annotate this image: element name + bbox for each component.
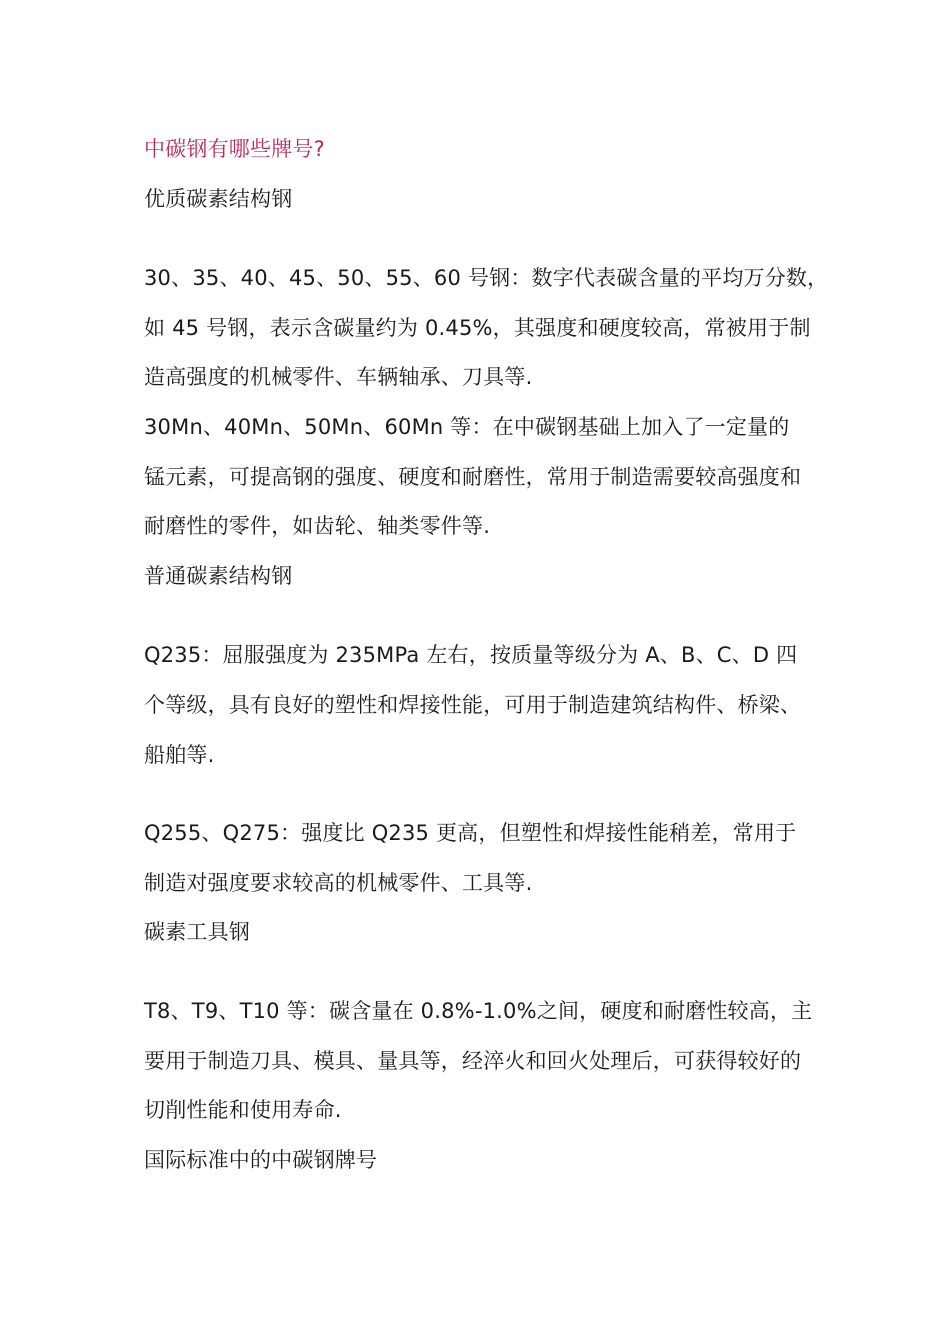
paragraph-line: Q255、Q275：强度比 Q235 更高，但塑性和焊接性能稍差，常用于	[144, 821, 797, 845]
paragraph-line: 要用于制造刀具、模具、量具等，经淬火和回火处理后，可获得较好的	[144, 1049, 802, 1073]
paragraph-line: 30、35、40、45、50、55、60 号钢：数字代表碳含量的平均万分数，	[144, 266, 829, 290]
paragraph-line: 制造对强度要求较高的机械零件、工具等.	[144, 871, 533, 895]
paragraph-line: 切削性能和使用寿命.	[144, 1098, 342, 1122]
paragraph-line: 船舶等.	[144, 743, 215, 767]
paragraph-line: 如 45 号钢，表示含碳量约为 0.45%，其强度和硬度较高，常被用于制	[144, 316, 811, 340]
section-heading-ordinary-carbon-steel: 普通碳素结构钢	[144, 564, 293, 588]
paragraph-line: T8、T9、T10 等：碳含量在 0.8%-1.0%之间，硬度和耐磨性较高，主	[144, 999, 813, 1023]
document-title: 中碳钢有哪些牌号?	[144, 137, 325, 161]
paragraph-line: 造高强度的机械零件、车辆轴承、刀具等.	[144, 365, 533, 389]
paragraph-line: Q235：屈服强度为 235MPa 左右，按质量等级分为 A、B、C、D 四	[144, 643, 798, 667]
paragraph-line: 个等级，具有良好的塑性和焊接性能，可用于制造建筑结构件、桥梁、	[144, 693, 802, 717]
section-heading-international-standards: 国际标准中的中碳钢牌号	[144, 1148, 378, 1172]
paragraph-line: 锰元素，可提高钢的强度、硬度和耐磨性，常用于制造需要较高强度和	[144, 465, 802, 489]
section-heading-quality-carbon-steel: 优质碳素结构钢	[144, 187, 293, 211]
section-heading-carbon-tool-steel: 碳素工具钢	[144, 920, 250, 944]
paragraph-line: 30Mn、40Mn、50Mn、60Mn 等：在中碳钢基础上加入了一定量的	[144, 415, 790, 439]
paragraph-line: 耐磨性的零件，如齿轮、轴类零件等.	[144, 514, 491, 538]
